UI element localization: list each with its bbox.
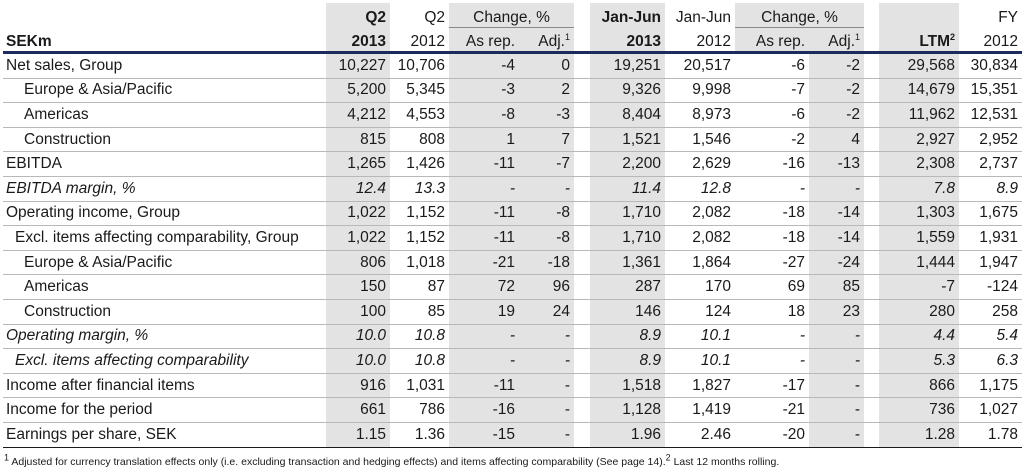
row-label: Americas [24,278,89,296]
value-cell: -6 [791,105,806,123]
value-cell: -4 [449,53,519,79]
value-cell: 1.28 [879,422,959,447]
value-cell: - [519,398,574,423]
header-change-q2: Change, % [449,3,574,27]
header-fy-top: FY [998,9,1019,26]
value-cell: -2 [809,103,864,128]
value-cell: - [809,176,864,201]
row-label: Earnings per share, SEK [6,425,177,443]
value-cell: 8.9 [590,349,665,374]
value-cell: -24 [809,250,864,275]
header-jj-2012-year: 2012 [696,33,732,50]
column-gap [864,373,879,398]
footnote-marker-2: 2 [665,452,671,463]
value-cell: 1,152 [406,204,445,222]
value-cell: 815 [326,127,390,152]
value-cell: 87 [427,278,445,296]
row-label: Excl. items affecting comparability [15,351,249,369]
value-cell: -7 [519,152,574,177]
value-cell: 0 [519,53,574,79]
value-cell: - [519,176,574,201]
column-gap [864,103,879,128]
value-cell: -16 [782,155,806,173]
column-gap [864,127,879,152]
value-cell: 2,629 [692,155,732,173]
footnote-marker-1: 1 [4,452,10,463]
row-label: Excl. items affecting comparability, Group [15,228,299,246]
header-q2-2013-top: Q2 [326,3,390,27]
header-jj-2013-top: Jan-Jun [590,3,665,27]
value-cell: 1,022 [326,226,390,251]
row-label: EBITDA margin, % [6,179,136,197]
value-cell: 1,265 [326,152,390,177]
value-cell: 916 [326,373,390,398]
header-sekm: SEKm [6,33,52,50]
value-cell: - [809,324,864,349]
value-cell: -21 [782,401,806,419]
value-cell: 12,531 [970,105,1019,123]
column-gap [864,201,879,226]
value-cell: 1,128 [590,398,665,423]
table-row [3,324,1022,349]
footnote-ref-2: 2 [950,31,956,42]
row-label: Operating income, Group [6,204,181,222]
row-label: Construction [24,302,112,320]
footnote [4,452,780,468]
column-gap [864,53,879,79]
row-label: Americas [24,105,89,123]
header-q2-2012-year: 2012 [410,33,445,50]
header-adj-jj [809,27,864,53]
table-row [3,152,1022,177]
header-as-rep-q2: As rep. [449,27,519,53]
header-jj-2013-year: 2013 [590,27,665,53]
column-gap [574,176,590,201]
row-label: Europe & Asia/Pacific [24,253,173,271]
header-jj-2012-top: Jan-Jun [675,9,732,26]
value-cell: 1,947 [979,253,1019,271]
header-gap [574,3,590,27]
header-fy-year: 2012 [983,33,1019,50]
value-cell: 11,962 [879,103,959,128]
footnote-ref-1: 1 [855,31,861,42]
value-cell: 661 [326,398,390,423]
value-cell: 1,361 [590,250,665,275]
table-row [3,78,1022,103]
column-gap [574,299,590,324]
value-cell: - [449,176,519,201]
value-cell: 11.4 [590,176,665,201]
table-row [3,275,1022,300]
column-gap [574,373,590,398]
column-gap [574,349,590,374]
value-cell: 7.8 [879,176,959,201]
header-ltm-top [879,3,959,27]
value-cell: -8 [519,201,574,226]
value-cell: 20,517 [683,56,732,74]
value-cell: 30,834 [970,56,1019,74]
value-cell: 806 [326,250,390,275]
row-label: Operating margin, % [6,327,149,345]
value-cell: 2,308 [879,152,959,177]
value-cell: 2,082 [692,228,732,246]
value-cell: -20 [782,425,806,443]
row-label: EBITDA [6,155,62,173]
value-cell: 8.9 [996,179,1019,197]
value-cell: 7 [519,127,574,152]
value-cell: -18 [519,250,574,275]
value-cell: 13.3 [414,179,445,197]
value-cell: 2,952 [979,130,1019,148]
column-gap [574,422,590,447]
value-cell: -2 [809,53,864,79]
value-cell: 8,404 [590,103,665,128]
value-cell: 1,710 [590,201,665,226]
value-cell: 10.8 [414,351,445,369]
value-cell: 10.1 [700,351,732,369]
financial-summary-table [3,3,1022,448]
value-cell: 1,710 [590,226,665,251]
value-cell: - [799,351,806,369]
value-cell: -2 [791,130,806,148]
value-cell: 150 [326,275,390,300]
header-adj-q2-label: Adj. [538,33,565,50]
value-cell: 4,553 [406,105,445,123]
value-cell: 1 [449,127,519,152]
value-cell: 1,022 [326,201,390,226]
value-cell: -3 [519,103,574,128]
value-cell: 85 [427,302,445,320]
value-cell: -11 [449,152,519,177]
value-cell: 23 [809,299,864,324]
value-cell: 29,568 [879,53,959,79]
value-cell: -6 [791,56,806,74]
value-cell: 258 [992,302,1019,320]
value-cell: - [809,349,864,374]
value-cell: - [519,324,574,349]
table-row [3,176,1022,201]
value-cell: 100 [326,299,390,324]
header-change-jj: Change, % [735,3,864,27]
value-cell: 96 [519,275,574,300]
value-cell: -3 [449,78,519,103]
value-cell: - [809,398,864,423]
table-row [3,398,1022,423]
value-cell: -2 [809,78,864,103]
value-cell: 1,827 [692,376,732,394]
value-cell: -18 [782,204,806,222]
value-cell: 8,973 [692,105,732,123]
value-cell: 5,345 [406,81,445,99]
table-body [3,53,1022,448]
table-row [3,127,1022,152]
column-gap [574,275,590,300]
value-cell: - [799,327,806,345]
value-cell: -15 [449,422,519,447]
table-row [3,250,1022,275]
value-cell: -18 [782,228,806,246]
value-cell: 12.4 [326,176,390,201]
value-cell: -14 [809,201,864,226]
value-cell: 1,175 [979,376,1019,394]
value-cell: 1.15 [326,422,390,447]
value-cell: - [809,422,864,447]
column-gap [864,226,879,251]
value-cell: - [449,324,519,349]
value-cell: 1,152 [406,228,445,246]
column-gap [864,349,879,374]
value-cell: - [519,422,574,447]
value-cell: 12.8 [700,179,732,197]
value-cell: 85 [809,275,864,300]
header-row-1 [3,3,1022,27]
value-cell: 1,931 [979,228,1019,246]
value-cell: 9,998 [692,81,732,99]
table-row [3,201,1022,226]
column-gap [574,127,590,152]
value-cell: -7 [791,81,806,99]
value-cell: 10,706 [397,56,445,74]
footnote-ref-1: 1 [565,31,571,42]
value-cell: - [519,373,574,398]
header-empty-cell [3,3,326,27]
value-cell: 1,018 [406,253,445,271]
value-cell: 866 [879,373,959,398]
value-cell: 10.1 [700,327,732,345]
value-cell: 8.9 [590,324,665,349]
value-cell: 1,675 [979,204,1019,222]
value-cell: 736 [879,398,959,423]
header-q2-2012-top: Q2 [424,9,445,26]
value-cell: 786 [419,401,445,419]
value-cell: 808 [419,130,445,148]
column-gap [574,201,590,226]
value-cell: 18 [787,302,806,320]
value-cell: -16 [449,398,519,423]
table-row [3,349,1022,374]
value-cell: 5.3 [879,349,959,374]
value-cell: 1,303 [879,201,959,226]
table-row [3,422,1022,447]
value-cell: 10.8 [414,327,445,345]
value-cell: -11 [449,201,519,226]
value-cell: 5.4 [996,327,1019,345]
column-gap [864,275,879,300]
value-cell: 2 [519,78,574,103]
value-cell: 1,559 [879,226,959,251]
header-gap [574,27,590,53]
value-cell: 4.4 [879,324,959,349]
header-gap [864,27,879,53]
value-cell: 2,927 [879,127,959,152]
value-cell: 2.46 [700,425,732,443]
value-cell: 1,027 [979,401,1019,419]
footnote-text-2: Last 12 months rolling. [673,456,780,468]
column-gap [864,299,879,324]
column-gap [864,250,879,275]
value-cell: 146 [590,299,665,324]
value-cell: 1,444 [879,250,959,275]
value-cell: -14 [809,226,864,251]
value-cell: 24 [519,299,574,324]
value-cell: 10.0 [326,349,390,374]
value-cell: 1.96 [590,422,665,447]
value-cell: -13 [809,152,864,177]
column-gap [574,226,590,251]
value-cell: -8 [519,226,574,251]
table-row [3,299,1022,324]
value-cell: 1.36 [414,425,445,443]
value-cell: - [809,373,864,398]
column-gap [574,78,590,103]
column-gap [574,398,590,423]
value-cell: 69 [787,278,806,296]
value-cell: 280 [879,299,959,324]
column-gap [864,152,879,177]
column-gap [574,103,590,128]
value-cell: -27 [782,253,806,271]
value-cell: 124 [705,302,732,320]
header-ltm [879,27,959,53]
column-gap [864,176,879,201]
row-label: Construction [24,130,112,148]
value-cell: 1,546 [692,130,732,148]
table-row [3,103,1022,128]
header-as-rep-jj: As rep. [735,27,809,53]
value-cell: 287 [590,275,665,300]
value-cell: - [519,349,574,374]
value-cell: 2,737 [979,155,1019,173]
value-cell: 4,212 [326,103,390,128]
value-cell: 5,200 [326,78,390,103]
table-row [3,373,1022,398]
column-gap [574,250,590,275]
header-adj-jj-label: Adj. [828,33,856,50]
value-cell: 19 [449,299,519,324]
row-label: Income for the period [6,401,153,419]
value-cell: 72 [449,275,519,300]
value-cell: 1,521 [590,127,665,152]
value-cell: 2,200 [590,152,665,177]
header-row-2 [3,27,1022,53]
value-cell: - [799,179,806,197]
header-ltm-label: LTM [919,33,951,50]
table-row [3,53,1022,79]
value-cell: 15,351 [970,81,1019,99]
value-cell: - [449,349,519,374]
value-cell: 1,426 [406,155,445,173]
value-cell: 10.0 [326,324,390,349]
column-gap [574,324,590,349]
value-cell: 1,518 [590,373,665,398]
column-gap [574,152,590,177]
value-cell: 170 [705,278,732,296]
footnote-text-1: Adjusted for currency translation effects only (i.e. excluding transaction and hedging effects) and items affecting comparability (See page 14). [11,456,666,468]
value-cell: -11 [449,373,519,398]
column-gap [864,422,879,447]
value-cell: -21 [449,250,519,275]
header-gap [864,3,879,27]
table-header [3,3,1022,53]
row-label: Net sales, Group [6,56,123,74]
value-cell: -7 [879,275,959,300]
value-cell: -11 [449,226,519,251]
header-q2-2013-year: 2013 [326,27,390,53]
value-cell: 6.3 [996,351,1019,369]
value-cell: 4 [809,127,864,152]
value-cell: -8 [449,103,519,128]
table-row [3,226,1022,251]
value-cell: 1,864 [692,253,732,271]
value-cell: 14,679 [879,78,959,103]
column-gap [864,398,879,423]
value-cell: 2,082 [692,204,732,222]
column-gap [574,53,590,79]
value-cell: 1,031 [406,376,445,394]
value-cell: 10,227 [326,53,390,79]
value-cell: 9,326 [590,78,665,103]
column-gap [864,78,879,103]
row-label: Europe & Asia/Pacific [24,81,173,99]
header-adj-q2 [519,27,574,53]
column-gap [864,324,879,349]
value-cell: 19,251 [590,53,665,79]
value-cell: -17 [782,376,806,394]
value-cell: 1,419 [692,401,732,419]
value-cell: 1.78 [987,425,1019,443]
row-label: Income after financial items [6,376,195,394]
value-cell: -124 [987,278,1019,296]
